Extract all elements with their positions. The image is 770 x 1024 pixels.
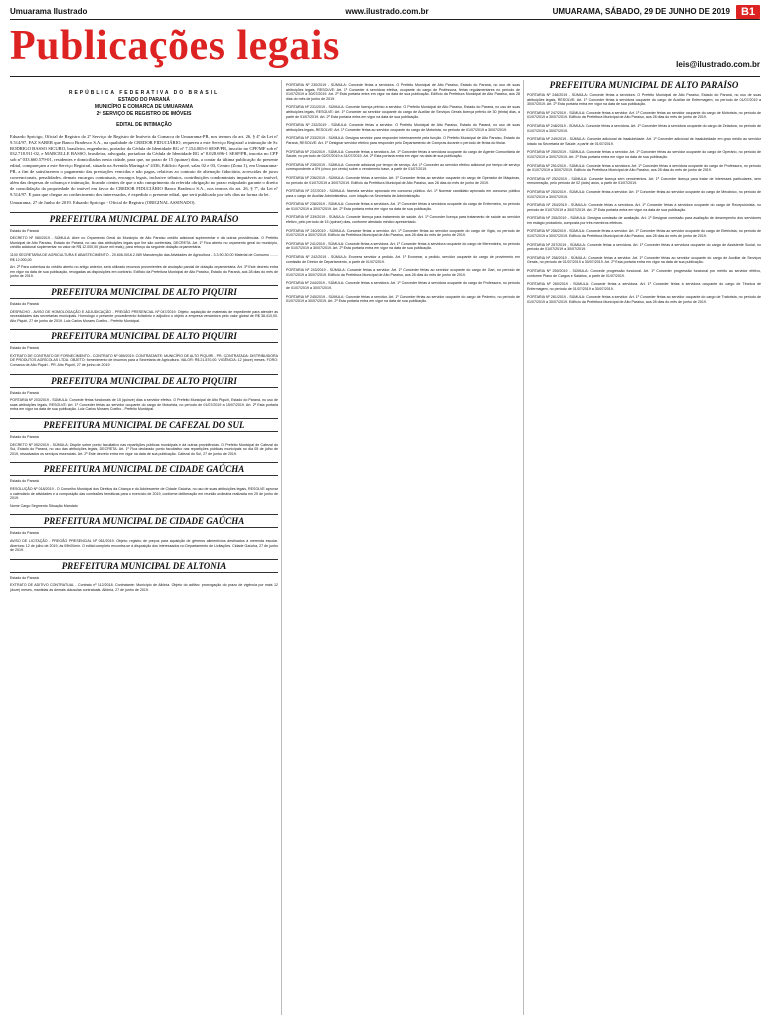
notice-text: DECRETO Nº 052/2019 - SÚMULA: Dispõe sobre ponto facultativo nas repartições públicas municipais e dá outras providências. O Prefeito Municipal de Cafezal do Sul, Estado do Paraná, no uso das atribuições legais, DECRETA: Art. 1º Fica declarado ponto facultativo nas repartições públicas municipais no dia 05 de julho de 2019, ressalvados os serviços essenciais. Art. 2º Este decreto entra em vigor na data de sua publicação. Cafezal do Sul, 27 de junho de 2019. xyxy=(10,442,278,456)
section-rule xyxy=(10,76,760,77)
edital-line: 2º SERVIÇO DE REGISTRO DE IMÓVEIS xyxy=(96,111,192,117)
portaria-list xyxy=(286,83,520,304)
portaria-entry: PORTARIA Nº 246/2019 - SÚMULA: Concede férias a servidora. O Prefeito Municipal de Alto Paraíso, Estado do Paraná, no uso de suas atribuições legais, RESOLVE: Art. 1º Conceder férias à servidora ocupante do cargo de Auxiliar de Enfermagem, no período de 01/07/2019 a 30/07/2019. Art. 2º Esta portaria entra em vigor na data de sua publicação. xyxy=(527,93,761,107)
edital-signature: Umuarama, 27 de Junho de 2019. Eduardo Spricigo - Oficial de Registro (ORIGINAL ASSINADO). xyxy=(10,199,196,205)
portaria-entry: PORTARIA Nº 253/2019 - SÚMULA: Concede férias a servidor. Art. 1º Conceder férias ao servidor ocupante do cargo de Mecânico, no período de 01/07/2019 a 30/07/2019. xyxy=(527,189,761,199)
portaria-entry: PORTARIA Nº 259/2019 - SÚMULA: Concede progressão funcional. Art. 1º Conceder progressão funcional por mérito ao servidor efetivo, conforme Plano de Cargos e Salários, a partir de 01/07/2019. xyxy=(527,269,761,278)
page-number: B1 xyxy=(736,5,760,19)
section-title: Publicações legais xyxy=(10,23,340,69)
notice-text: EXTRATO DE CONTRATO DE FORNECIMENTO - CONTRATO Nº 089/2019. CONTRATANTE: MUNICÍPIO DE ALTO PIQUIRI - PR. CONTRATADA: DISTRIBUIDORA DE PRODUTOS AGRÍCOLAS LTDA. OBJETO: fornecimento de insumos para a Secretaria de Agricultura. VALOR: R$ 21.870,00. VIGÊNCIA: 12 (doze) meses. FORO: Comarca de Alto Piquiri - PR. Alto Piquiri, 27 de junho de 2019. xyxy=(10,353,278,368)
portaria-entry: PORTARIA Nº 241/2019 - SÚMULA: Concede férias a servidora. Art. 1º Conceder férias à servidora ocupante do cargo de Merendeira, no período de 01/07/2019 a 30/07/2019. Art. 2º Esta portaria entra em vigor na data de sua publicação. xyxy=(286,241,520,251)
notice-text: DESPACHO - AVISO DE HOMOLOGAÇÃO E ADJUDICAÇÃO - PREGÃO PRESENCIAL Nº 047/2019. Objeto: aquisição de materiais de expediente para atender as necessidades das secretarias municipais. Homologo o presente procedimento licitatório e adjudico o objeto a empresa vencedora pelo valor global de R$ 38.410,00. Alto Piquiri, 27 de junho de 2019. Luiz Carlos Moraes Coelho - Prefeito Municipal. xyxy=(10,309,278,323)
notice-text: Estado do Paraná xyxy=(10,346,39,351)
portaria-entry: PORTARIA Nº 252/2019 - SÚMULA: Concede licença sem vencimentos. Art. 1º Conceder licença para tratar de interesses particulares, sem remuneração, pelo período de 02 (dois) anos, a partir de 01/07/2019. xyxy=(527,176,761,186)
notice-text: PORTARIA Nº 203/2019 - SÚMULA: Concede férias funcionais de 15 (quinze) dias a servidor efetivo. O Prefeito Municipal de Alto Piquiri, Estado do Paraná, no uso de suas atribuições legais, RESOLVE: Art. 1º Conceder férias ao servidor ocupante do cargo de Motorista, no período de 01/07/2019 a 15/07/2019. Art. 2º Esta portaria entra em vigor na data de sua publicação. Luiz Carlos Moraes Coelho - Prefeito Municipal. xyxy=(10,398,278,412)
portaria-entry: PORTARIA Nº 247/2019 - SÚMULA: Concede férias a servidor. Art. 1º Conceder férias ao servidor ocupante do cargo de Motorista, no período de 01/07/2019 a 30/07/2019. Edifício da Prefeitura Municipal de Alto Paraíso, aos 28 dias do mês de junho de 2019. xyxy=(527,110,761,120)
site-url[interactable]: www.ilustrado.com.br xyxy=(345,7,429,16)
edital-line: MUNICÍPIO E COMARCA DE UMUARAMA xyxy=(94,104,194,110)
newspaper-name: Umuarama Ilustrado xyxy=(10,7,88,16)
notice-text: EXTRATO DE ADITIVO CONTRATUAL - Contrato nº 112/2018. Contratante: Município de Altônia. Objeto do aditivo: prorrogação do prazo de vigência por mais 12 (doze) meses, mantidas as demais cláusulas contratuais. Altônia, 27 de junho de 2019. xyxy=(10,583,278,592)
section-heading: PREFEITURA MUNICIPAL DE ALTO PARAÍSO xyxy=(10,212,278,226)
section-heading: PREFEITURA MUNICIPAL DE CIDADE GAÚCHA xyxy=(10,514,278,528)
edital-line: ESTADO DO PARANÁ xyxy=(118,97,170,103)
notice-text: Art. 2º Para cobertura do crédito aberto no artigo anterior, será utilizado recursos provenientes de anulação parcial de dotação orçamentária. Art. 3º Este decreto entra em vigor na data de sua publicação, revogadas as disposições em contrário. Edifício da Prefeitura Municipal de Alto Paraíso, Estado do Paraná, aos 28 dias do mês de junho de 2019. xyxy=(10,265,278,279)
portaria-entry: PORTARIA Nº 239/2019 - SÚMULA: Concede licença para tratamento de saúde. Art. 1º Conceder licença para tratamento de saúde ao servidor efetivo, pelo período de 15 (quinze) dias, conforme atestado médico apresentado. xyxy=(286,215,520,225)
portaria-entry: PORTARIA Nº 249/2019 - SÚMULA: Concede adicional de insalubridade. Art. 1º Conceder adicional de insalubridade em grau médio ao servidor lotado na Secretaria de Saúde, a partir de 01/07/2019. xyxy=(527,137,761,146)
edital-header xyxy=(10,90,278,129)
notice-text: Estado do Paraná xyxy=(10,390,39,395)
column-divider xyxy=(523,80,524,1015)
portaria-entry: PORTARIA Nº 256/2019 - SÚMULA: Concede férias a servidor. Art. 1º Conceder férias ao servidor ocupante do cargo de Eletricista, no período de 01/07/2019 a 30/07/2019. Edifício da Prefeitura Municipal de Alto Paraíso, aos 28 dias do mês de junho de 2019. xyxy=(527,229,761,239)
portaria-entry: PORTARIA Nº 245/2019 - SÚMULA: Concede férias a servidor. Art. 1º Conceder férias ao servidor ocupante do cargo de Pedreiro, no período de 01/07/2019 a 30/07/2019. Art. 2º Esta portaria entra em vigor na data de sua publicação. xyxy=(286,294,520,304)
notice-text: Estado do Paraná xyxy=(10,228,39,233)
header-right xyxy=(553,5,760,19)
portaria-entry: PORTARIA Nº 243/2019 - SÚMULA: Concede férias a servidor. Art. 1º Conceder férias ao servidor ocupante do cargo de Gari, no período de 01/07/2019 a 30/07/2019. Edifício da Prefeitura Municipal de Alto Paraíso, aos 28 dias do mês de junho de 2019. xyxy=(286,268,520,277)
portaria-entry: PORTARIA Nº 232/2019 - SÚMULA: Concede férias a servidor. O Prefeito Municipal de Alto Paraíso, Estado do Paraná, no uso de suas atribuições legais, RESOLVE: Art. 1º Conceder férias ao servidor ocupante do cargo de Motorista, no período de 01/07/2019 a 30/07/2019. xyxy=(286,123,520,132)
portaria-entry: PORTARIA Nº 255/2019 - SÚMULA: Designa comissão de avaliação. Art. 1º Designar comissão para avaliação de desempenho dos servidores em estágio probatório, composta por três membros efetivos. xyxy=(527,216,761,225)
section-heading: PREFEITURA MUNICIPAL DE ALTO PIQUIRI xyxy=(10,329,278,343)
notice-text: RESOLUÇÃO Nº 018/2019 - O Conselho Municipal dos Direitos da Criança e do Adolescente de Cidade Gaúcha, no uso de suas atribuições legais, RESOLVE aprovar o calendário de atividades e a composição das comissões temáticas para o exercício de 2019, conforme deliberação em reunião ordinária realizada em 25 de junho de 2019. xyxy=(10,487,278,501)
section-heading: PREFEITURA MUNICIPAL DE ALTONIA xyxy=(10,559,278,573)
notice-text: DECRETO Nº 080/2019 - SÚMULA: Abre no Orçamento Geral do Município de Alto Paraíso crédito adicional suplementar e dá outras providências. O Prefeito Municipal de Alto Paraíso, Estado do Paraná, no uso das atribuições legais que lhe são conferidas, DECRETA: Art. 1º Fica aberto no orçamento geral do município, crédito adicional suplementar no valor de R$ 12.000,00 (doze mil reais), para reforço da seguinte dotação orçamentária. xyxy=(10,236,278,250)
portaria-entry: PORTARIA Nº 242/2019 - SÚMULA: Exonera servidor a pedido. Art. 1º Exonerar, a pedido, servidor ocupante do cargo de provimento em comissão de Diretor de Departamento, a partir de 01/07/2019. xyxy=(286,255,520,264)
portaria-entry: PORTARIA Nº 258/2019 - SÚMULA: Concede férias a servidor. Art. 1º Conceder férias ao servidor ocupante do cargo de Auxiliar de Serviços Gerais, no período de 01/07/2019 a 30/07/2019. Art. 2º Esta portaria entra em vigor na data de sua publicação. xyxy=(527,255,761,265)
column-divider xyxy=(281,80,282,1015)
edital-title: EDITAL DE INTIMAÇÃO xyxy=(116,122,172,128)
portaria-entry: PORTARIA Nº 254/2019 - SÚMULA: Concede férias a servidora. Art. 1º Conceder férias à servidora ocupante do cargo de Recepcionista, no período de 01/07/2019 a 30/07/2019. Art. 2º Esta portaria entra em vigor na data de sua publicação. xyxy=(527,203,761,212)
portaria-entry: PORTARIA Nº 248/2019 - SÚMULA: Concede férias a servidora. Art. 1º Conceder férias à servidora ocupante do cargo de Zeladora, no período de 01/07/2019 a 30/07/2019. xyxy=(527,123,761,133)
portaria-entry: PORTARIA Nº 240/2019 - SÚMULA: Concede férias a servidor. Art. 1º Conceder férias ao servidor ocupante do cargo de Vigia, no período de 01/07/2019 a 30/07/2019. Edifício da Prefeitura Municipal de Alto Paraíso, aos 28 dias do mês de junho de 2019. xyxy=(286,228,520,238)
edital-body: Eduardo Spricigo, Oficial de Registro do 2º Serviço de Registro de Imóveis da Comarca de Umuarama-PR, nos termos do art. 26, § 4º da Lei nº 9.514/97, FAZ SABER que Banco Bradesco S.A., na qualidade de CREDOR FIDUCIÁRIO, requereu a este Serviço Registral a intimação de Sr. RODRIGO BASSO SICURO, brasileiro, engenheiro, portador da Cédula de Identidade RG nº 7.154.065-0 SESP/PR, inscrito no CPF/MF sob nº 032.718.911-02, e MARCELLE BASSO, brasileira, advogada, portadora da Cédula de Identidade RG nº 8.028.696-1 SESP/PR, inscrita no CPF sob nº 033.660.579-01, residentes e domiciliados nesta cidade, para que, no prazo de 15 (quinze) dias, a contar da última publicação do presente edital, compareçam a este Serviço Registral, situado na Avenida Maringá nº 4336, Edifício Aporé, salas 02 e 03, Centro (Zona 1), em Umuarama-PR, a fim de satisfazerem o pagamento das prestações vencidas e não pagas, relativas ao contrato de alienação fiduciária, acrescidas de juros convencionais, penalidades, demais encargos contratuais, encargos legais, inclusive tributos, contribuições condominiais imputáveis ao imóvel, além das despesas de cobrança e intimação, ficando cientes de que o não cumprimento da referida obrigação no prazo estipulado garante o direito de consolidação da propriedade do imóvel em favor do CREDOR FIDUCIÁRIO Banco Bradesco S.A., nos termos do art. 26, § 7º, da Lei nº 9.514/97. E para que chegue ao conhecimento dos interessados, é expedido o presente edital, que será publicado por três dias na forma da lei. xyxy=(10,134,278,197)
portaria-entry: PORTARIA Nº 251/2019 - SÚMULA: Concede férias a servidora. Art. 1º Conceder férias à servidora ocupante do cargo de Professora, no período de 01/07/2019 a 30/07/2019. Edifício da Prefeitura Municipal de Alto Paraíso, aos 28 dias do mês de junho de 2019. xyxy=(527,163,761,173)
portaria-entry: PORTARIA Nº 238/2019 - SÚMULA: Concede férias a servidora. Art. 1º Conceder férias à servidora ocupante do cargo de Enfermeira, no período de 01/07/2019 a 30/07/2019. Art. 2º Esta portaria entra em vigor na data de sua publicação. xyxy=(286,202,520,211)
notice-text: Nome Cargo Segmento Situação Mandato xyxy=(10,503,78,508)
portaria-entry: PORTARIA Nº 233/2019 - SÚMULA: Designa servidor para responder interinamente pela função. O Prefeito Municipal de Alto Paraíso, Estado do Paraná, RESOLVE: Art. 1º Designar servidor efetivo para responder pelo Departamento de Compras durante o período de férias do titular. xyxy=(286,136,520,145)
section-heading: PREFEITURA MUNICIPAL DE CIDADE GAÚCHA xyxy=(10,462,278,476)
notice-text: Estado do Paraná xyxy=(10,575,39,580)
notice-text: Estado do Paraná xyxy=(10,531,39,536)
portaria-entry: PORTARIA Nº 250/2019 - SÚMULA: Concede férias a servidor. Art. 1º Conceder férias ao servidor ocupante do cargo de Operário, no período de 01/07/2019 a 30/07/2019. Art. 2º Esta portaria entra em vigor na data de sua publicação. xyxy=(527,150,761,159)
edition-date: UMUARAMA, SÁBADO, 29 DE JUNHO DE 2019 xyxy=(552,7,730,16)
portaria-entry: PORTARIA Nº 237/2019 - SÚMULA: Nomeia servidor aprovado em concurso público. Art. 1º Nomear candidato aprovado em concurso público para o cargo de Auxiliar Administrativo, com lotação na Secretaria de Administração. xyxy=(286,189,520,198)
section-heading: PREFEITURA MUNICIPAL DE ALTO PIQUIRI xyxy=(10,285,278,299)
notice-text: Estado do Paraná xyxy=(10,479,39,484)
page-header xyxy=(10,5,760,18)
notice-text: AVISO DE LICITAÇÃO - PREGÃO PRESENCIAL Nº 061/2019. Objeto: registro de preços para aquisição de gêneros alimentícios destinados à merenda escolar. Abertura: 12 de julho de 2019, às 09h00min. O edital completo encontra-se à disposição dos interessados no Departamento de Licitações. Cidade Gaúcha, 27 de junho de 2019. xyxy=(10,538,278,553)
column-middle xyxy=(286,80,520,1015)
notice-text: Estado do Paraná xyxy=(10,435,39,440)
portaria-list xyxy=(527,93,761,305)
edital-line: REPÚBLICA FEDERATIVA DO BRASIL xyxy=(68,90,220,96)
section-heading: PREFEITURA MUNICIPAL DE CAFEZAL DO SUL xyxy=(10,418,278,432)
portaria-entry: PORTARIA Nº 230/2019 - SÚMULA: Concede férias a servidora. O Prefeito Municipal de Alto Paraíso, Estado do Paraná, no uso de suas atribuições legais, RESOLVE: Art. 1º Conceder à servidora efetiva, ocupante do cargo de Professora, férias regulamentares no período de 01/07/2019 a 30/07/2019. Art. 2º Esta portaria entra em vigor na data de sua publicação. Edifício da Prefeitura Municipal de Alto Paraíso, aos 28 dias do mês de junho de 2019. xyxy=(286,83,520,101)
header-rule xyxy=(10,19,760,20)
notice-text: 1100 SECRETARIA DE AGRICULTURA E ABASTECIMENTO - 20.606.0016.2.089 Manutenção das Atividades de Agricultura - 3.3.90.30.00 Material de Consumo ........ R$ 12.000,00 xyxy=(10,252,278,262)
portaria-entry: PORTARIA Nº 260/2019 - SÚMULA: Concede férias a servidora. Art. 1º Conceder férias à servidora ocupante do cargo de Técnica de Enfermagem, no período de 01/07/2019 a 30/07/2019. xyxy=(527,282,761,291)
portaria-entry: PORTARIA Nº 244/2019 - SÚMULA: Concede férias a servidora. Art. 1º Conceder férias à servidora ocupante do cargo de Professora, no período de 01/07/2019 a 30/07/2019. xyxy=(286,281,520,290)
notice-text: Estado do Paraná xyxy=(10,301,39,306)
contact-email[interactable]: leis@ilustrado.com.br xyxy=(676,60,760,69)
portaria-entry: PORTARIA Nº 257/2019 - SÚMULA: Concede férias a servidora. Art. 1º Conceder férias à servidora ocupante do cargo de Assistente Social, no período de 01/07/2019 a 30/07/2019. xyxy=(527,242,761,252)
column-left xyxy=(10,80,278,1015)
portaria-entry: PORTARIA Nº 231/2019 - SÚMULA: Concede licença prêmio a servidor. O Prefeito Municipal de Alto Paraíso, Estado do Paraná, no uso de suas atribuições legais, RESOLVE: Art. 1º Conceder ao servidor ocupante do cargo de Auxiliar de Serviços Gerais licença prêmio de 30 (trinta) dias, a partir de 01/07/2019. Art. 2º Esta portaria entra em vigor na data de sua publicação. xyxy=(286,105,520,119)
col1-sections xyxy=(10,212,278,593)
portaria-entry: PORTARIA Nº 234/2019 - SÚMULA: Concede férias a servidora. Art. 1º Conceder férias à servidora ocupante do cargo de Agente Comunitária de Saúde, no período de 02/07/2019 a 31/07/2019. Art. 2º Esta portaria entra em vigor na data de sua publicação. xyxy=(286,149,520,159)
section-heading: PREFEITURA MUNICIPAL DE ALTO PIQUIRI xyxy=(10,374,278,388)
portaria-entry: PORTARIA Nº 235/2019 - SÚMULA: Concede adicional por tempo de serviço. Art. 1º Conceder ao servidor efetivo adicional por tempo de serviço correspondente a 5% (cinco por cento) sobre o vencimento base, a partir de 01/07/2019. xyxy=(286,162,520,172)
column-heading: PREFEITURA MUNICIPAL DE ALTO PARAÍSO xyxy=(549,80,739,90)
portaria-entry: PORTARIA Nº 236/2019 - SÚMULA: Concede férias a servidor. Art. 1º Conceder férias ao servidor ocupante do cargo de Operador de Máquinas, no período de 01/07/2019 a 30/07/2019. Edifício da Prefeitura Municipal de Alto Paraíso, aos 28 dias do mês de junho de 2019. xyxy=(286,175,520,185)
column-right xyxy=(527,80,761,1015)
portaria-entry: PORTARIA Nº 261/2019 - SÚMULA: Concede férias a servidor. Art. 1º Conceder férias ao servidor ocupante do cargo de Tratorista, no período de 01/07/2019 a 30/07/2019. Edifício da Prefeitura Municipal de Alto Paraíso, aos 28 dias do mês de junho de 2019. xyxy=(527,295,761,304)
